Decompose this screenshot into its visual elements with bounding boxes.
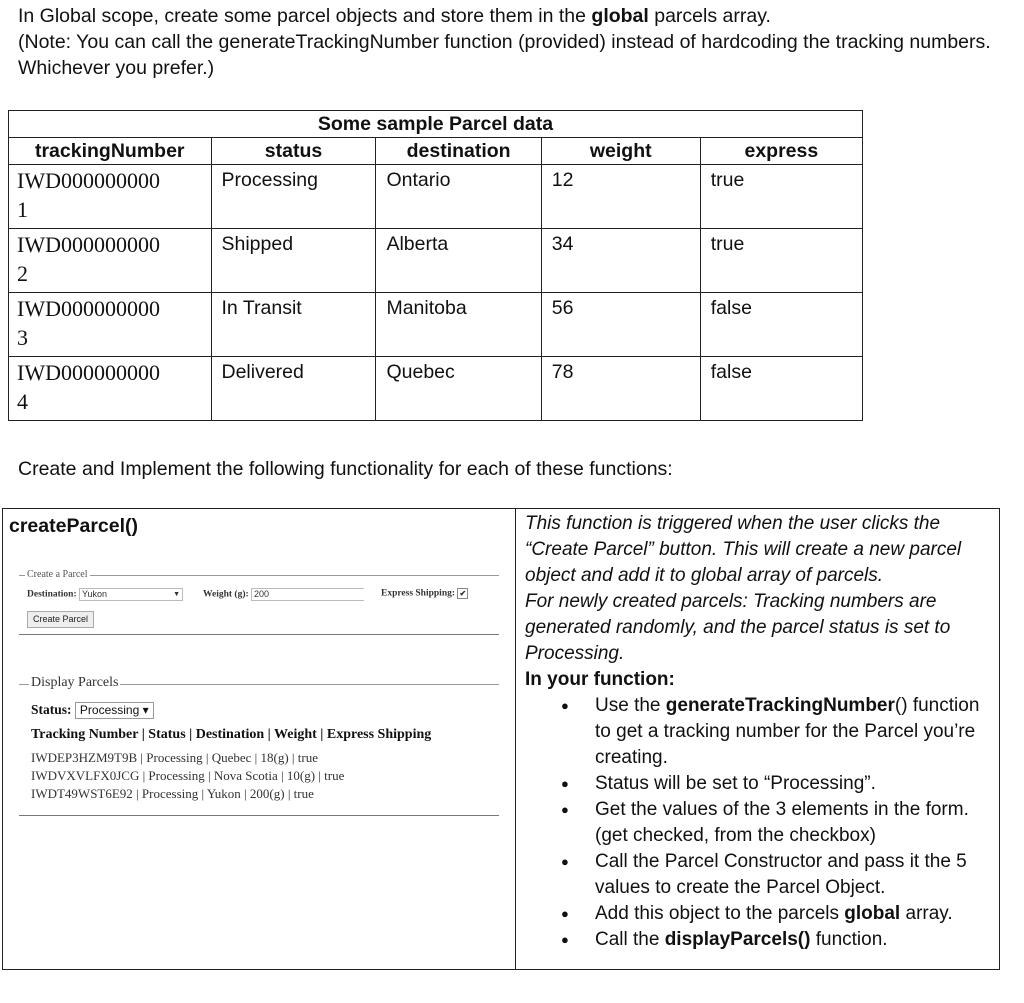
table-caption: Some sample Parcel data <box>9 111 863 138</box>
cell-destination: Ontario <box>376 165 541 229</box>
cell-express: false <box>700 357 862 421</box>
desc-steps-list <box>525 693 993 953</box>
create-parcel-fieldset <box>19 569 499 635</box>
sample-parcel-table <box>8 110 863 421</box>
destination-select[interactable]: Yukon ▼ <box>79 588 183 601</box>
cell-status: In Transit <box>211 293 376 357</box>
intro-line1-post: parcels array. <box>648 5 771 27</box>
cell-tracking-number: IWD000000000 3 <box>9 293 212 357</box>
header-weight: weight <box>541 138 700 165</box>
table-row <box>9 229 863 293</box>
cell-tracking-number: IWD000000000 2 <box>9 229 212 293</box>
cell-express: false <box>700 293 862 357</box>
express-label: Express Shipping: <box>381 588 456 599</box>
display-parcels-legend: Display Parcels <box>31 675 119 690</box>
header-express: express <box>700 138 862 165</box>
cell-weight: 34 <box>541 229 700 293</box>
list-item: IWDVXVLFX0JCG | Processing | Nova Scotia | 10(g) | true <box>31 768 345 783</box>
display-parcels-fieldset <box>19 675 499 816</box>
cell-destination: Alberta <box>376 229 541 293</box>
express-group <box>381 588 468 599</box>
list-item: ● Status will be set to “Processing”. <box>595 771 993 797</box>
cell-status: Delivered <box>211 357 376 421</box>
function-description <box>525 511 993 953</box>
intro-line1-pre: In Global scope, create some parcel objects and store them in the <box>18 5 592 27</box>
status-select[interactable]: Processing ▾ <box>75 702 154 719</box>
intro-note: (Note: You can call the generateTrackingNumber function (provided) instead of hardcoding the tracking numbers. Whichever you prefer.) <box>18 31 991 79</box>
desc-in-your-function: In your function: <box>525 669 675 690</box>
header-tracking-number: trackingNumber <box>9 138 212 165</box>
table-row <box>9 165 863 229</box>
cell-destination: Manitoba <box>376 293 541 357</box>
destination-label: Destination: <box>27 589 77 600</box>
column-divider <box>515 509 516 969</box>
parcels-header: Tracking Number | Status | Destination | Weight | Express Shipping <box>31 727 432 742</box>
status-group <box>31 702 154 719</box>
create-parcel-legend: Create a Parcel <box>27 569 88 580</box>
destination-group <box>27 588 183 601</box>
create-implement-heading: Create and Implement the following functionality for each of these functions: <box>18 458 673 480</box>
cell-express: true <box>700 229 862 293</box>
list-item: ● Call the Parcel Constructor and pass it the 5 values to create the Parcel Object. <box>595 849 993 901</box>
list-item: ● Add this object to the parcels global array. <box>595 901 993 927</box>
cell-weight: 78 <box>541 357 700 421</box>
table-row <box>9 357 863 421</box>
chevron-down-icon: ▼ <box>173 591 180 598</box>
cell-weight: 56 <box>541 293 700 357</box>
function-title: createParcel() <box>9 515 138 537</box>
cell-tracking-number: IWD000000000 4 <box>9 357 212 421</box>
cell-destination: Quebec <box>376 357 541 421</box>
intro-line1-bold: global <box>591 5 649 27</box>
table-row <box>9 293 863 357</box>
weight-label: Weight (g): <box>203 589 249 600</box>
weight-input[interactable]: 200 <box>251 588 364 601</box>
cell-weight: 12 <box>541 165 700 229</box>
list-item: IWDEP3HZM9T9B | Processing | Quebec | 18(g) | true <box>31 750 318 765</box>
cell-tracking-number: IWD000000000 1 <box>9 165 212 229</box>
header-status: status <box>211 138 376 165</box>
cell-express: true <box>700 165 862 229</box>
function-box <box>2 508 1000 970</box>
status-label: Status: <box>31 702 72 717</box>
cell-status: Processing <box>211 165 376 229</box>
cell-status: Shipped <box>211 229 376 293</box>
desc-paragraph-2: For newly created parcels: Tracking numbers are generated randomly, and the parcel status is set to Processing. <box>525 591 951 664</box>
list-item: ● Use the generateTrackingNumber() function to get a tracking number for the Parcel you’re creating. <box>595 693 993 771</box>
header-destination: destination <box>376 138 541 165</box>
intro-text <box>18 3 1008 81</box>
create-parcel-button[interactable]: Create Parcel <box>27 611 94 628</box>
express-checkbox[interactable]: ✔ <box>457 588 468 599</box>
list-item: ● Call the displayParcels() function. <box>595 927 993 953</box>
weight-group <box>203 588 364 601</box>
desc-paragraph-1: This function is triggered when the user clicks the “Create Parcel” button. This will create a new parcel object and add it to global array of parcels. <box>525 513 962 586</box>
list-item: ● Get the values of the 3 elements in the form. (get checked, from the checkbox) <box>595 797 993 849</box>
list-item: IWDT49WST6E92 | Processing | Yukon | 200(g) | true <box>31 786 314 801</box>
